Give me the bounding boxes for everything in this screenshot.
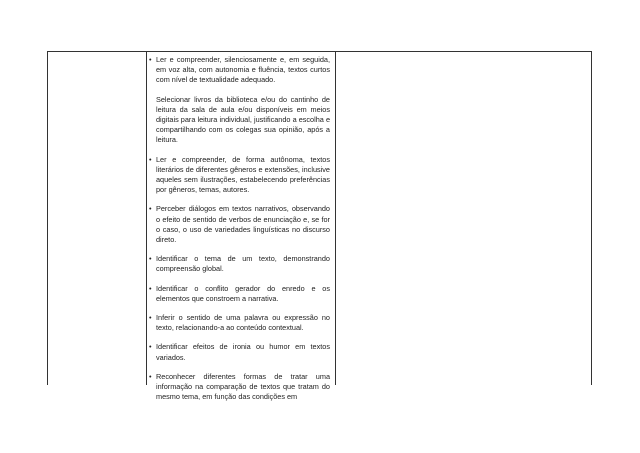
list-item <box>149 55 330 86</box>
skill-text: Selecionar livros da biblioteca e/ou do cantinho de leitura da sala de aula e/ou disponíveis em meios digitais para leitura individual, justificando a escolha e compartilhando com os colegas sua opinião, após a leitura. <box>156 94 330 145</box>
column-divider-1 <box>146 51 147 385</box>
skill-text: Identificar o tema de um texto, demonstrando compreensão global. <box>156 254 330 274</box>
list-item <box>149 254 330 274</box>
bullet-marker: • <box>149 204 152 214</box>
bullet-marker: • <box>149 371 152 381</box>
bullet-marker: • <box>149 283 152 293</box>
skill-text: Reconhecer diferentes formas de tratar uma informação na comparação de textos que tratam do mesmo tema, em função das condições em <box>156 371 330 402</box>
bullet-marker: • <box>149 254 152 264</box>
bullet-marker: • <box>149 154 152 164</box>
table-right-border <box>591 51 592 385</box>
skill-text: Perceber diálogos em textos narrativos, observando o efeito de sentido de verbos de enunciação e, se for o caso, o uso de variedades linguísticas no discurso direto. <box>156 204 330 245</box>
list-item <box>149 313 330 333</box>
list-item <box>149 342 330 362</box>
skill-text: Ler e compreender, silenciosamente e, em seguida, em voz alta, com autonomia e fluência, textos curtos com nível de textualidade adequado. <box>156 55 330 85</box>
bullet-marker: • <box>149 342 152 352</box>
list-item <box>149 154 330 196</box>
skill-text: Ler e compreender, de forma autônoma, textos literários de diferentes gêneros e extensões, inclusive aqueles sem ilustrações, estabelecendo preferências por gêneros, temas, autores. <box>156 154 330 195</box>
list-item <box>152 95 330 146</box>
list-item <box>149 204 330 245</box>
table-left-border <box>47 51 48 385</box>
table-top-border <box>47 51 592 52</box>
skill-text: Identificar o conflito gerador do enredo e os elementos que constroem a narrativa. <box>156 283 330 303</box>
list-item <box>149 371 330 403</box>
skill-text: Inferir o sentido de uma palavra ou expressão no texto, relacionando-a ao conteúdo contextual. <box>156 313 330 333</box>
skills-column <box>149 55 330 402</box>
bullet-marker: • <box>149 55 152 64</box>
bullet-marker: • <box>149 313 152 323</box>
list-item <box>149 283 330 304</box>
skill-text: Identificar efeitos de ironia ou humor em textos variados. <box>156 342 330 362</box>
column-divider-2 <box>335 51 336 385</box>
